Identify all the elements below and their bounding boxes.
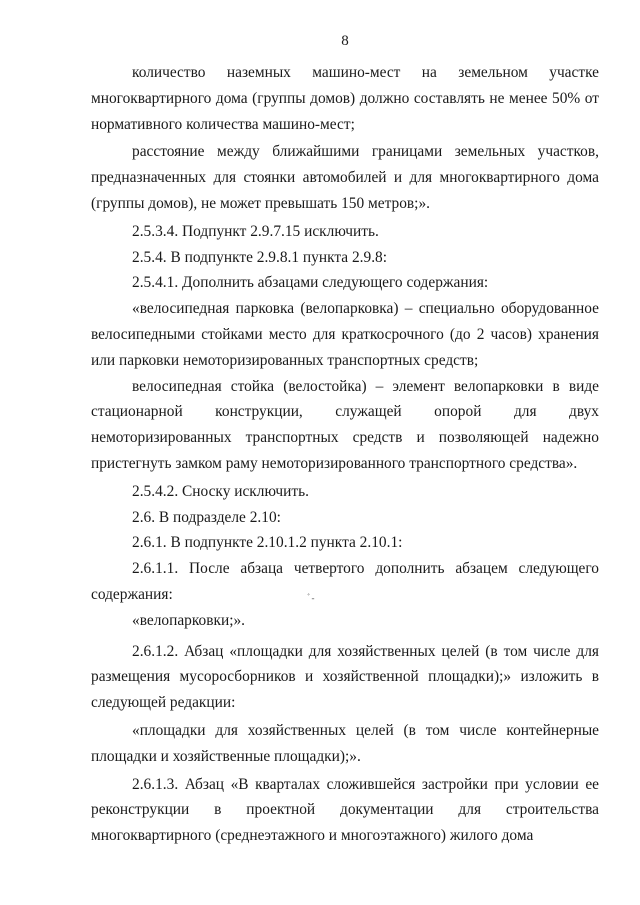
paragraph-2-5-3-4: 2.5.3.4. Подпункт 2.9.7.15 исключить. <box>132 222 379 240</box>
document-body <box>91 60 599 849</box>
paragraph-2-6-1-2: 2.6.1.2. Абзац «площадки для хозяйственных целей (в том числе для размещения мусоросборников и хозяйственной площадки);» изложить в следующей редакции: <box>91 642 599 712</box>
scan-artifact-mark: ﾞ- <box>307 593 315 603</box>
paragraph-2-6: 2.6. В подразделе 2.10: <box>132 508 281 526</box>
paragraph-2-5-4-2: 2.5.4.2. Сноску исключить. <box>132 482 309 500</box>
page-number: 8 <box>341 33 349 49</box>
paragraph-bicycle-parking-insert: «велопарковки;». <box>132 611 246 629</box>
paragraph-bicycle-rack-definition: велосипедная стойка (велостойка) – элемент велопарковки в виде стационарной конструкции, служащей опорой для двух немоторизированных транспортных средств и позволяющей надежно пристегнуть замком раму немоторизированного транспортного средства». <box>91 377 599 472</box>
paragraph-bicycle-parking-definition: «велосипедная парковка (велопарковка) – специально оборудованное велосипедными стойками место для краткосрочного (до 2 часов) хранения или парковки немоторизированных транспортных средств; <box>91 300 599 369</box>
paragraph-household-areas-new-wording: «площадки для хозяйственных целей (в том числе контейнерные площадки и хозяйственные площадки);». <box>91 721 599 765</box>
paragraph-2-5-4-1: 2.5.4.1. Дополнить абзацами следующего содержания: <box>132 274 489 292</box>
paragraph-2-6-1: 2.6.1. В подпункте 2.10.1.2 пункта 2.10.1: <box>132 534 403 552</box>
paragraph-parking-distance: расстояние между ближайшими границами земельных участков, предназначенных для стоянки автомобилей и для многоквартирного дома (группы домов), не может превышать 150 метров;». <box>91 143 599 212</box>
paragraph-2-5-4: 2.5.4. В подпункте 2.9.8.1 пункта 2.9.8: <box>132 248 388 266</box>
paragraph-parking-ground-spaces: количество наземных машино-мест на земельном участке многоквартирного дома (группы домов) должно составлять не менее 50% от нормативного количества машино-мест; <box>91 64 599 133</box>
paragraph-2-6-1-3: 2.6.1.3. Абзац «В кварталах сложившейся застройки при условии ее реконструкции в проектной документации для строительства многоквартирного (среднеэтажного и многоэтажного) жилого дома <box>91 775 599 845</box>
paragraph-2-6-1-1: 2.6.1.1. После абзаца четвертого дополнить абзацем следующего содержания: <box>91 560 599 603</box>
